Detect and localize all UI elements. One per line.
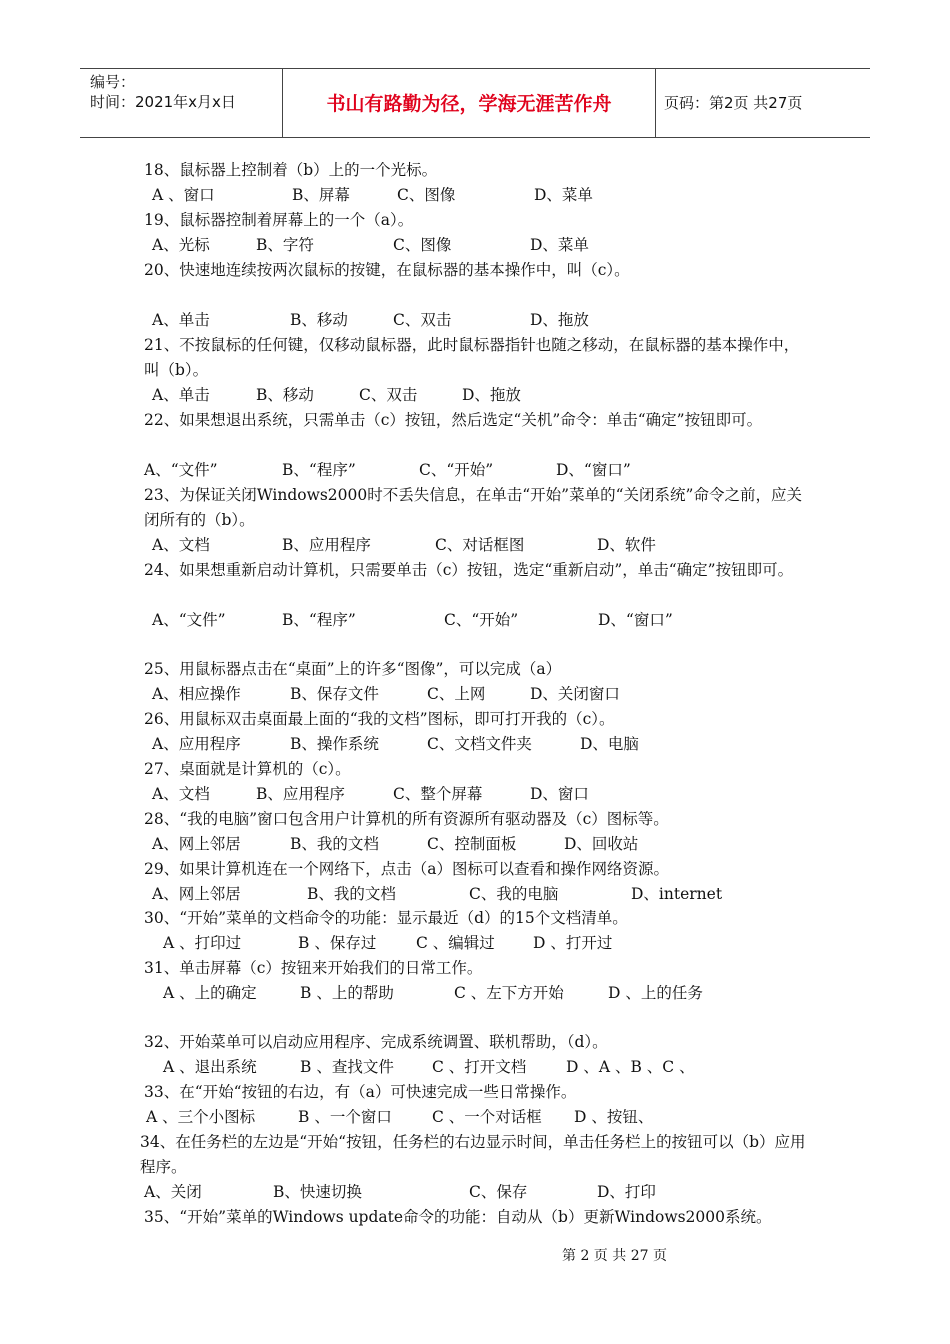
question-26: 26、用鼠标双击桌面最上面的“我的文档”图标，即可打开我的（c）。: [144, 710, 615, 728]
question-35: 35、“开始”菜单的Windows update命令的功能：自动从（b）更新Windows2000系统。: [144, 1208, 772, 1226]
question-24: 24、如果想重新启动计算机，只需要单击（c）按钮，选定“重新启动”，单击“确定”按钮即可。: [144, 561, 794, 579]
option-a: A、文档: [152, 536, 210, 554]
option-c: C 、左下方开始: [454, 984, 564, 1002]
option-d: D、拖放: [530, 311, 589, 329]
page-code: 页码：第2页 共27页: [664, 94, 803, 112]
option-b: B、字符: [256, 236, 314, 254]
question-18: 18、鼠标器上控制着（b）上的一个光标。: [144, 161, 438, 179]
option-c: C、上网: [427, 685, 486, 703]
option-c: C 、编辑过: [416, 934, 495, 952]
option-b: B、快速切换: [273, 1183, 362, 1201]
page-footer: 第 2 页 共 27 页: [562, 1248, 667, 1264]
option-d: D、软件: [597, 536, 656, 554]
option-b: B、移动: [256, 386, 314, 404]
option-a: A 、退出系统: [163, 1058, 257, 1076]
option-c: C、“开始”: [419, 461, 494, 479]
number-label: 编号：: [90, 73, 136, 91]
option-b: B、保存文件: [290, 685, 379, 703]
option-a: A 、打印过: [163, 934, 242, 952]
option-a: A、“文件”: [144, 461, 218, 479]
header-divider: [655, 69, 656, 137]
option-b: B、操作系统: [290, 735, 379, 753]
option-b: B、我的文档: [290, 835, 379, 853]
option-d: D、“窗口”: [598, 611, 673, 629]
option-c: C、整个屏幕: [393, 785, 483, 803]
option-a: A、单击: [152, 386, 210, 404]
motto: 书山有路勤为径，学海无涯苦作舟: [326, 93, 612, 115]
question-33: 33、在“开始“按钮的右边，有（a）可快速完成一些日常操作。: [144, 1083, 577, 1101]
option-d: D、internet: [631, 885, 723, 903]
option-a: A、网上邻居: [152, 885, 241, 903]
option-a: A、“文件”: [152, 611, 226, 629]
question-34: 34、在任务栏的左边是“开始“按钮，任务栏的右边显示时间，单击任务栏上的按钮可以（b）应用程序。: [140, 1133, 806, 1176]
option-c: C、我的电脑: [469, 885, 559, 903]
option-c: C、对话框图: [435, 536, 525, 554]
option-b: B、应用程序: [282, 536, 371, 554]
option-c: C、图像: [397, 186, 456, 204]
question-23: 23、为保证关闭Windows2000时不丢失信息，在单击“开始”菜单的“关闭系统”命令之前，应关闭所有的（b）。: [144, 486, 802, 529]
option-b: B 、查找文件: [300, 1058, 394, 1076]
option-d: D、关闭窗口: [530, 685, 620, 703]
question-28: 28、“我的电脑”窗口包含用户计算机的所有资源所有驱动器及（c）图标等。: [144, 810, 669, 828]
question-25: 25、用鼠标器点击在“桌面”上的许多“图像”，可以完成（a）: [144, 660, 562, 678]
option-d: D、窗口: [530, 785, 589, 803]
option-a: A、网上邻居: [152, 835, 241, 853]
option-d: D、打印: [597, 1183, 656, 1201]
option-c: C、图像: [393, 236, 452, 254]
option-c: C 、一个对话框: [432, 1108, 542, 1126]
question-31: 31、单击屏幕（c）按钮来开始我们的日常工作。: [144, 959, 483, 977]
option-c: C、保存: [469, 1183, 528, 1201]
option-c: C、文档文件夹: [427, 735, 532, 753]
header-left-cell: [90, 72, 236, 112]
option-b: B 、一个窗口: [298, 1108, 392, 1126]
option-d: D 、打开过: [533, 934, 613, 952]
option-d: D、“窗口”: [556, 461, 631, 479]
option-c: C、控制面板: [427, 835, 517, 853]
option-d: D 、按钮、: [574, 1108, 654, 1126]
question-27: 27、桌面就是计算机的（c）。: [144, 760, 351, 778]
question-32: 32、开始菜单可以启动应用程序、完成系统调置、联机帮助，（d）。: [144, 1033, 608, 1051]
option-b: B、应用程序: [256, 785, 345, 803]
option-b: B 、保存过: [298, 934, 377, 952]
option-b: B、我的文档: [307, 885, 396, 903]
option-a: A、文档: [152, 785, 210, 803]
option-d: D、拖放: [462, 386, 521, 404]
option-a: A、关闭: [144, 1183, 202, 1201]
page-header: [80, 68, 870, 138]
option-c: C、“开始”: [444, 611, 519, 629]
option-a: A、光标: [152, 236, 210, 254]
question-30: 30、“开始”菜单的文档命令的功能：显示最近（d）的15个文档清单。: [144, 909, 628, 927]
option-a: A、单击: [152, 311, 210, 329]
option-b: B、移动: [290, 311, 348, 329]
option-d: D、回收站: [564, 835, 639, 853]
option-d: D、菜单: [530, 236, 589, 254]
question-21: 21、不按鼠标的任何键，仅移动鼠标器，此时鼠标器指针也随之移动，在鼠标器的基本操作中，叫（b）。: [144, 336, 800, 379]
option-a: A 、上的确定: [163, 984, 257, 1002]
question-29: 29、如果计算机连在一个网络下，点击（a）图标可以查看和操作网络资源。: [144, 860, 669, 878]
question-19: 19、鼠标器控制着屏幕上的一个（a）。: [144, 211, 414, 229]
option-c: C 、打开文档: [432, 1058, 527, 1076]
option-a: A 、三个小图标: [146, 1108, 256, 1126]
option-a: A、相应操作: [152, 685, 241, 703]
option-c: C、双击: [359, 386, 418, 404]
option-a: A、应用程序: [152, 735, 241, 753]
date-line: 时间：2021年x月x日: [90, 93, 236, 111]
option-d: D、电脑: [580, 735, 639, 753]
question-22: 22、如果想退出系统，只需单击（c）按钮，然后选定“关机”命令：单击“确定”按钮即可。: [144, 411, 763, 429]
option-d: D、菜单: [534, 186, 593, 204]
option-b: B、“程序”: [282, 611, 356, 629]
option-c: C、双击: [393, 311, 452, 329]
option-b: B、“程序”: [282, 461, 356, 479]
option-a: A 、窗口: [152, 186, 215, 204]
question-20: 20、快速地连续按两次鼠标的按键，在鼠标器的基本操作中，叫（c）。: [144, 261, 630, 279]
option-b: B 、上的帮助: [300, 984, 394, 1002]
option-d: D 、A 、B 、C 、: [566, 1058, 695, 1076]
option-b: B、屏幕: [292, 186, 350, 204]
option-d: D 、上的任务: [608, 984, 703, 1002]
